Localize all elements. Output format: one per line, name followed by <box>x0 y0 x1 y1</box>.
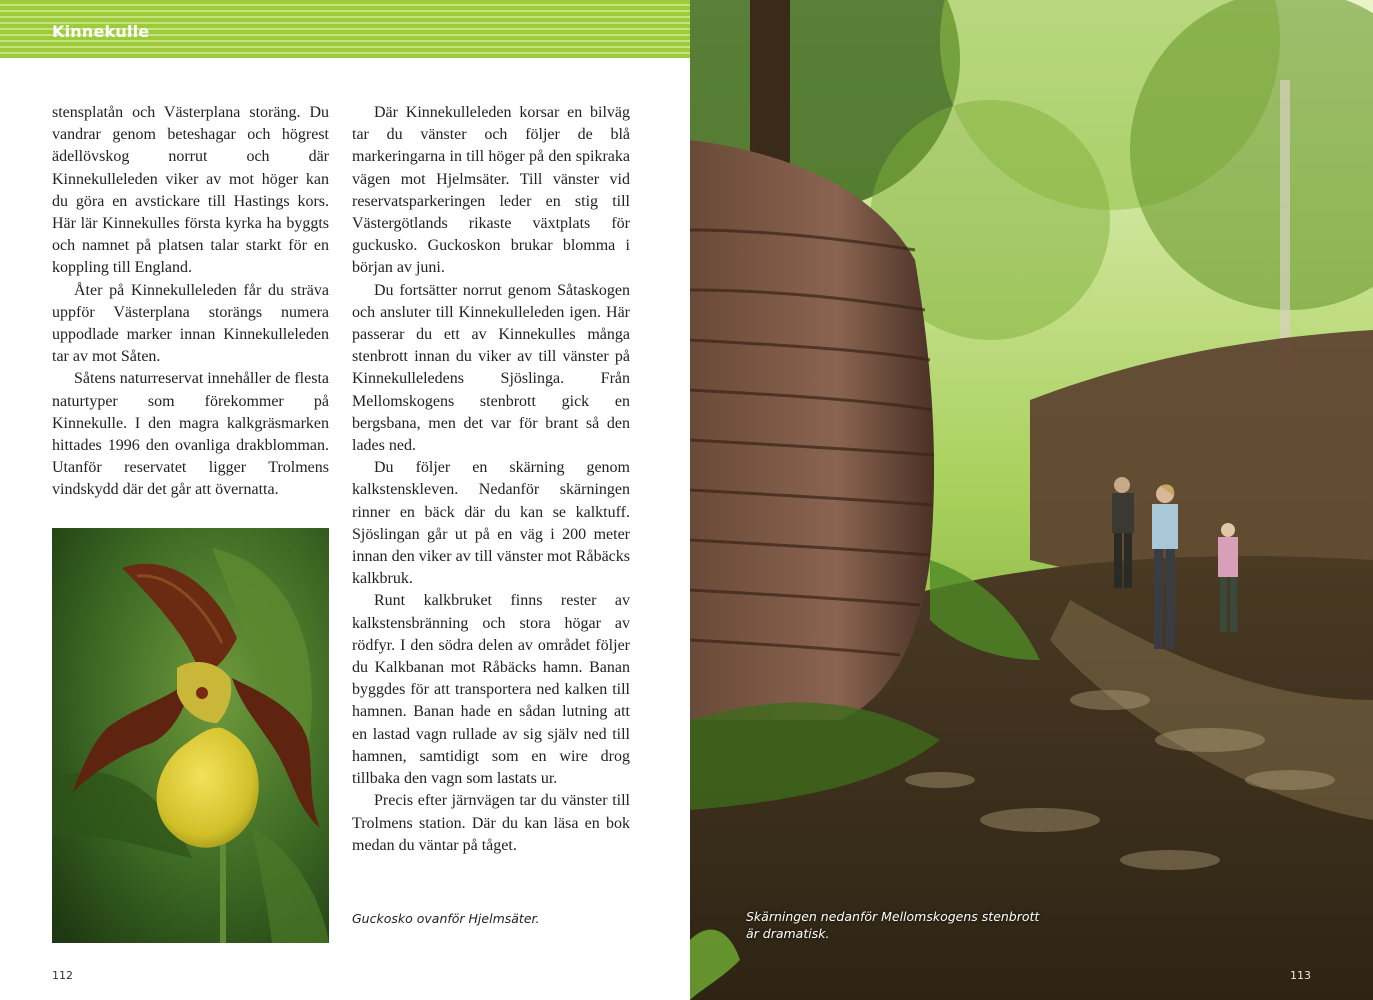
paragraph: Du fortsätter norrut genom Såtaskogen och ansluter till Kinnekulleleden igen. Här passerar du ett av Kinnekulles många stenbrott innan du viker av till vänster på Kinnekulleledens Sjöslinga. Från Mellomskogens stenbrott gick en bergsbana, men det var för brant så den lades ned. <box>352 281 630 455</box>
paragraph: Åter på Kinnekulleleden får du sträva uppför Västerplana storängs numera uppodlade marker innan Kinnekulleleden tar av mot Såten. <box>52 281 329 366</box>
paragraph: Du följer en skärning genom kalkstenskleven. Nedanför skärningen rinner en bäck där du kan se kalktuff. Sjöslingan går ut på en väg i 200 meter innan den viker av till vänster mot Råbäcks kalkbruk. <box>352 459 630 588</box>
orchid-photo <box>52 528 329 943</box>
paragraph: Där Kinnekulleleden korsar en bilväg tar du vänster och följer de blå markeringarna in till höger på den spikraka vägen mot Hjelmsäter. Till vänster vid reservatsparkeringen leder en stig till Västergötlands rikaste växtplats för guckusko. Guckoskon brukar blomma i början av juni. <box>352 104 630 277</box>
page-number: 112 <box>52 969 73 982</box>
paragraph: Såtens naturreservat innehåller de flesta naturtyper som förekommer på Kinnekulle. I den magra kalkgräsmarken hittades 1996 den ovanliga drakblomman. Utanför reservatet ligger Trolmens vindskydd där det går att övernatta. <box>52 370 329 499</box>
section-title: Kinnekulle <box>52 22 150 41</box>
right-page <box>690 0 1373 1000</box>
text-column-2 <box>352 102 630 857</box>
forest-path-photo <box>690 0 1373 1000</box>
text-column-1 <box>52 102 329 502</box>
paragraph: Runt kalkbruket finns rester av kalkstensbränning och stora högar av rödfyr. I den södra delen av området följer du Kalkbanan mot Råbäcks hamn. Banan byggdes för att transportera ned kalken till hamnen. Banan hade en sådan lutning att en lastad vagn rullade av sig själv ned till hamnen, samtidigt som en wire drog tillbaka den vagn som lastats ur. <box>352 592 630 788</box>
paragraph: Precis efter järnvägen tar du vänster till Trolmens station. Där du kan läsa en bok medan du väntar på tåget. <box>352 792 630 854</box>
photo-caption: Guckosko ovanför Hjelmsäter. <box>352 911 540 926</box>
photo-caption: Skärningen nedanför Mellomskogens stenbrott är dramatisk. <box>746 909 1040 941</box>
paragraph: stensplatån och Västerplana storäng. Du vandrar genom beteshagar och högrest ädellövskog norrut och där Kinnekulleleden viker av mot höger kan du göra en avstickare till Hastings kors. Här lär Kinnekulles första kyrka ha byggts och namnet på platsen talar starkt för en koppling till England. <box>52 104 329 277</box>
page-number: 113 <box>1290 969 1311 982</box>
